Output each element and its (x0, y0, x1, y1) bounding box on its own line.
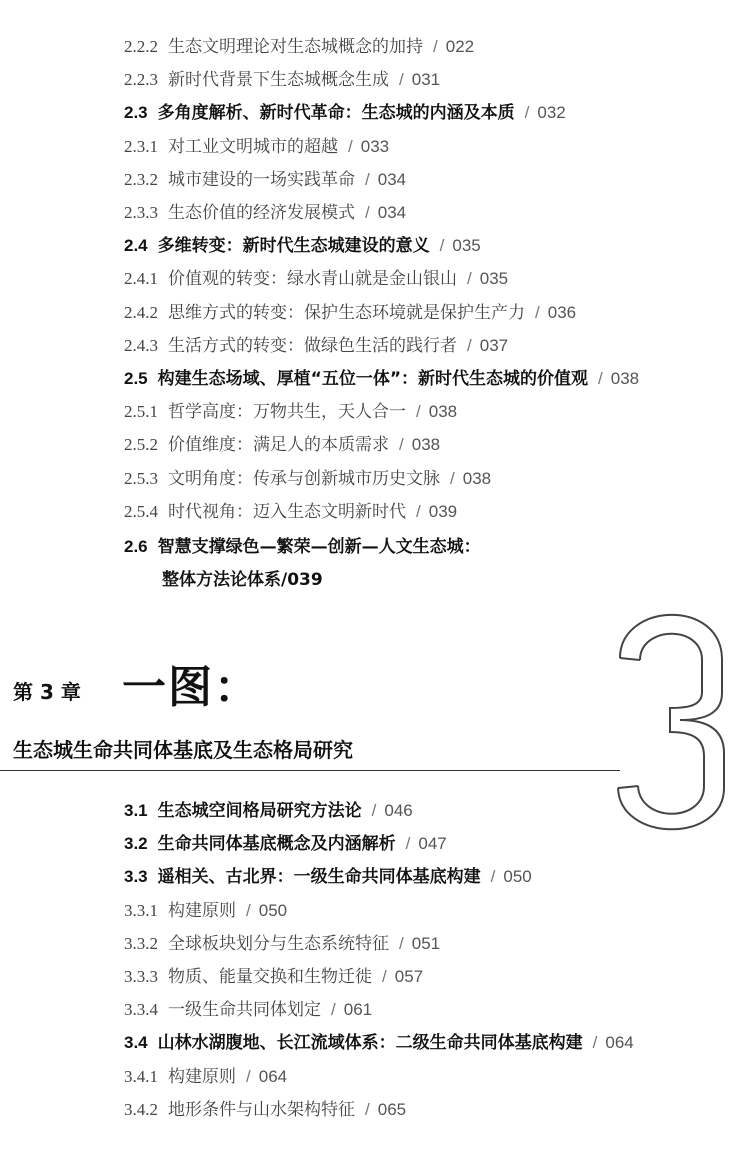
toc-entry[interactable] (124, 169, 406, 191)
separator-slash: / (246, 900, 251, 920)
separator-slash: / (399, 70, 404, 90)
entry-number: 3.4.1 (124, 1066, 158, 1086)
entry-title: 构建原则 (168, 1066, 236, 1087)
entry-title: 思维方式的转变：保护生态环境就是保护生产力 (168, 302, 525, 323)
toc-entry[interactable] (124, 368, 639, 390)
toc-entry[interactable] (124, 1099, 406, 1121)
toc-entry-2-6[interactable] (124, 536, 481, 558)
entry-number: 2.5.3 (124, 468, 158, 488)
entry-title: 价值观的转变：绿水青山就是金山银山 (168, 269, 457, 290)
toc-entry[interactable] (124, 501, 457, 523)
chapter-subtitle: 生态城生命共同体基底及生态格局研究 (13, 738, 353, 762)
separator-slash: / (382, 967, 387, 986)
chapter-number-outline (600, 588, 740, 848)
entry-title: 物质、能量交换和生物迁徙 (168, 967, 372, 987)
entry-title: 生态价值的经济发展模式 (168, 203, 355, 223)
entry-title: 全球板块划分与生态系统特征 (168, 933, 389, 954)
entry-page: 050 (258, 900, 288, 920)
entry-title: 多维转变：新时代生态城建设的意义 (157, 236, 430, 257)
entry-page: 047 (418, 834, 447, 854)
separator-slash: / (598, 369, 603, 388)
entry-title: 生态文明理论对生态城概念的加持 (168, 37, 423, 57)
entry-title: 新时代背景下生态城概念生成 (168, 70, 389, 91)
entry-title: 生态城空间格局研究方法论 (157, 801, 362, 821)
separator-slash: / (365, 203, 370, 222)
toc-entry[interactable] (124, 933, 440, 955)
entry-page: 035 (479, 269, 509, 289)
entry-number: 3.3 (124, 867, 148, 887)
toc-entry[interactable] (124, 1032, 634, 1054)
entry-page: 033 (360, 136, 390, 156)
toc-entry[interactable] (124, 800, 413, 822)
entry-number: 2.3.2 (124, 169, 158, 189)
entry-page: 065 (377, 1099, 407, 1119)
entry-title: 构建生态场域、厚植“五位一体”：新时代生态城的价值观 (157, 369, 588, 389)
entry-number: 3.3.4 (124, 1000, 158, 1020)
entry-number: 2.4 (124, 236, 148, 256)
separator-slash: / (433, 37, 438, 56)
separator-slash: / (592, 1033, 598, 1053)
entry-number: 2.5.2 (124, 435, 158, 455)
entry-page: 038 (462, 468, 492, 488)
entry-number: 2.3.3 (124, 203, 158, 222)
entry-number: 3.4.2 (124, 1099, 158, 1119)
separator-slash: / (416, 402, 421, 422)
entry-page: 064 (258, 1066, 288, 1086)
entry-page: 064 (605, 1033, 634, 1053)
separator-slash: / (450, 468, 455, 488)
entry-title: 对工业文明城市的超越 (168, 136, 338, 157)
entry-page: 057 (394, 967, 424, 986)
entry-number: 2.4.1 (124, 269, 158, 289)
entry-page: 039 (428, 501, 458, 521)
entry-number: 3.1 (124, 801, 148, 820)
entry-page: 038 (610, 369, 640, 388)
entry-title: 构建原则 (168, 900, 236, 921)
entry-page: 038 (411, 435, 441, 455)
toc-entry[interactable] (124, 434, 440, 456)
entry-page: 038 (428, 402, 458, 422)
toc-entry[interactable] (124, 900, 287, 922)
entry-number: 2.4.2 (124, 302, 158, 322)
entry-title: 城市建设的一场实践革命 (168, 169, 355, 190)
entry-page: 050 (503, 867, 532, 887)
entry-title: 山林水湖腹地、长江流域体系：二级生命共同体基底构建 (157, 1033, 583, 1054)
entry-number: 3.4 (124, 1033, 148, 1053)
entry-number: 2.5.4 (124, 501, 158, 521)
entry-page: 061 (343, 1000, 373, 1020)
toc-entry[interactable] (124, 302, 576, 324)
toc-entry[interactable] (124, 966, 423, 988)
separator-slash: / (416, 501, 421, 521)
entry-page: 046 (384, 801, 413, 820)
entry-page: 039 (287, 570, 323, 590)
separator-slash: / (348, 136, 353, 156)
chapter-title: 一图： (122, 662, 260, 713)
entry-number: 3.3.3 (124, 967, 158, 986)
toc-entry[interactable] (124, 401, 457, 423)
entry-title: 哲学高度：万物共生，天人合一 (168, 402, 406, 423)
toc-entry[interactable] (124, 468, 491, 490)
entry-page: 036 (547, 302, 577, 322)
separator-slash: / (467, 335, 472, 355)
separator-slash: / (331, 1000, 336, 1020)
separator-slash: / (524, 103, 530, 123)
entry-title: 遥相关、古北界：一级生命共同体基底构建 (157, 867, 481, 888)
toc-entry[interactable] (124, 69, 440, 91)
chapter-divider (0, 770, 620, 771)
separator-slash: / (365, 169, 370, 189)
toc-entry[interactable] (124, 1066, 287, 1088)
separator-slash: / (365, 1099, 370, 1119)
entry-number: 3.2 (124, 834, 148, 854)
entry-number: 2.2.2 (124, 37, 158, 56)
separator-slash: / (281, 570, 288, 590)
entry-page: 037 (479, 335, 509, 355)
toc-entry[interactable] (124, 102, 566, 124)
entry-title: 地形条件与山水架构特征 (168, 1099, 355, 1120)
entry-title: 多角度解析、新时代革命：生态城的内涵及本质 (157, 103, 515, 124)
toc-entry[interactable] (124, 833, 447, 855)
entry-page: 034 (377, 169, 407, 189)
entry-number: 2.2.3 (124, 70, 158, 90)
entry-title: 价值维度：满足人的本质需求 (168, 435, 389, 456)
separator-slash: / (535, 302, 540, 322)
entry-number: 2.4.3 (124, 335, 158, 355)
separator-slash: / (246, 1066, 251, 1086)
entry-number: 3.3.1 (124, 900, 158, 920)
toc-entry[interactable] (124, 268, 508, 290)
toc-entry[interactable] (124, 866, 532, 888)
entry-number: 2.6 (124, 537, 148, 556)
entry-page: 051 (411, 933, 441, 953)
toc-entry[interactable] (124, 235, 481, 257)
toc-entry[interactable] (124, 335, 508, 357)
entry-number: 3.3.2 (124, 933, 158, 953)
entry-title-line2: 整体方法论体系 (162, 570, 281, 590)
toc-entry[interactable] (124, 136, 389, 158)
separator-slash: / (439, 236, 445, 256)
separator-slash: / (399, 435, 404, 455)
entry-title: 生命共同体基底概念及内涵解析 (157, 834, 396, 855)
entry-number: 2.5 (124, 369, 148, 388)
entry-page: 035 (452, 236, 481, 256)
separator-slash: / (399, 933, 404, 953)
chapter-label: 第 3 章 (13, 680, 81, 704)
entry-number: 2.3.1 (124, 136, 158, 156)
entry-page: 034 (377, 203, 407, 222)
entry-page: 032 (537, 103, 566, 123)
separator-slash: / (371, 801, 377, 820)
toc-entry[interactable] (124, 999, 372, 1021)
entry-title: 一级生命共同体划定 (168, 1000, 321, 1021)
entry-number: 2.3 (124, 103, 148, 123)
entry-title-line1: 智慧支撑绿色—繁荣—创新—人文生态城： (157, 537, 481, 557)
entry-title: 生活方式的转变：做绿色生活的践行者 (168, 335, 457, 356)
separator-slash: / (490, 867, 496, 887)
entry-page: 022 (445, 37, 475, 56)
separator-slash: / (467, 269, 472, 289)
entry-title: 文明角度：传承与创新城市历史文脉 (168, 468, 440, 489)
toc-entry-2-6-continuation[interactable] (162, 569, 323, 591)
separator-slash: / (405, 834, 411, 854)
entry-title: 时代视角：迈入生态文明新时代 (168, 501, 406, 522)
toc-entry[interactable] (124, 36, 474, 58)
entry-page: 031 (411, 70, 441, 90)
entry-number: 2.5.1 (124, 402, 158, 422)
toc-entry[interactable] (124, 202, 406, 224)
